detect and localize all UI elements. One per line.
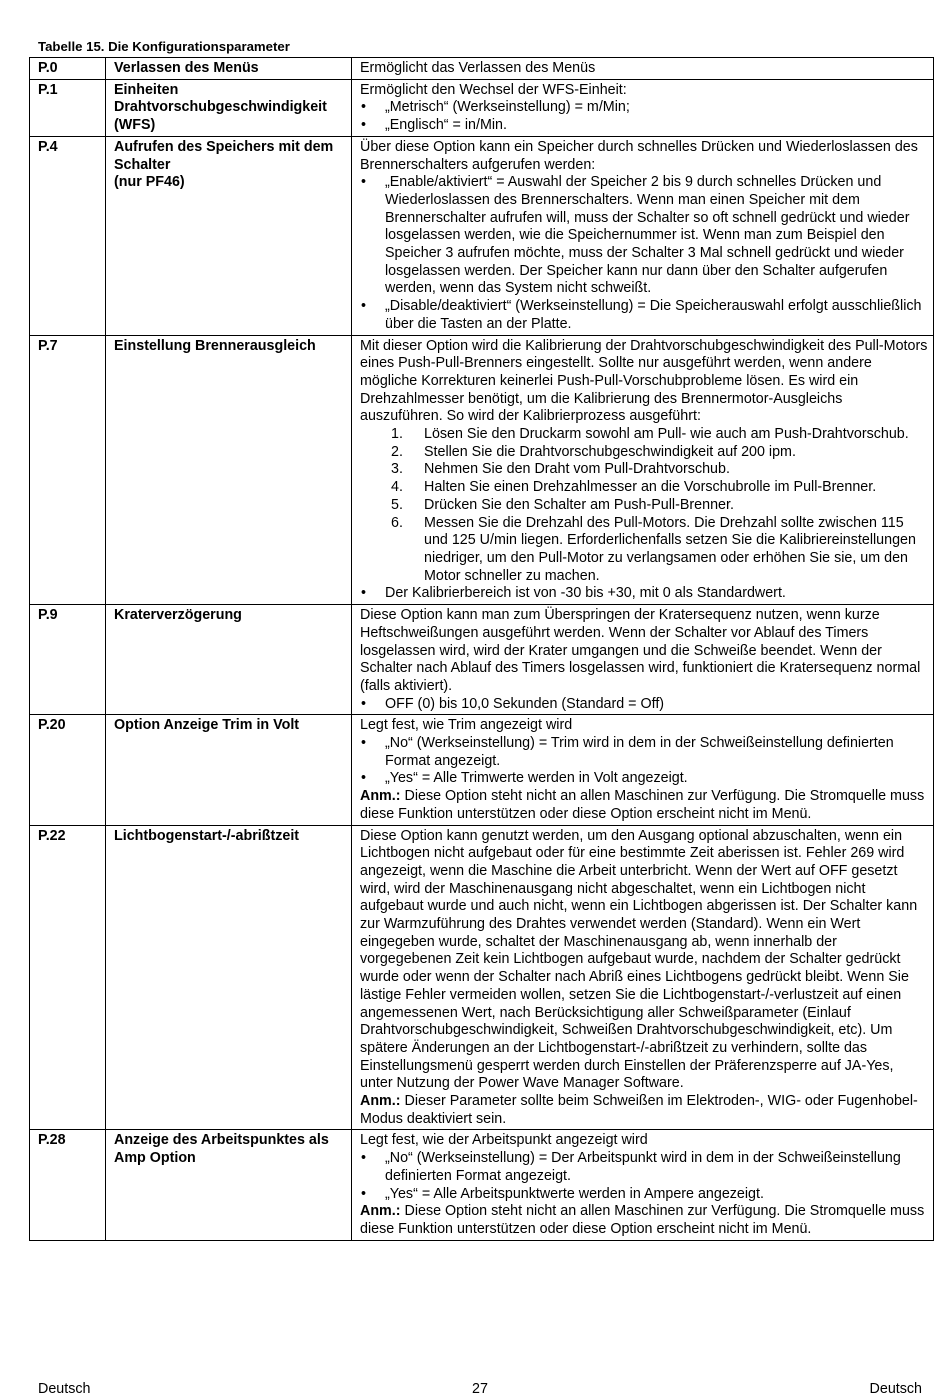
list-item: • „No“ (Werkseinstellung) = Der Arbeitspunkt wird in dem in der Schweißeinstellung definierten Format angezeigt.	[360, 1150, 928, 1185]
parameter-code: P.28	[30, 1130, 106, 1240]
note-label: Anm.:	[360, 1203, 401, 1220]
step-text: Halten Sie einen Drehzahlmesser an die Vorschubrolle im Pull-Brenner.	[424, 479, 877, 496]
parameter-code: P.22	[30, 825, 106, 1130]
note-text: Dieser Parameter sollte beim Schweißen im Elektroden-, WIG- oder Fugenhobel-Modus deaktiviert sein.	[360, 1093, 918, 1127]
numbered-step	[360, 479, 928, 497]
description-intro: Diese Option kann genutzt werden, um den Ausgang optional abzuschalten, wenn ein Lichtbogen nicht aufgebaut oder für eine bestimmte Zeit aberissen ist. Fehler 269 wird angezeigt, wenn die Maschine die Arbeit unterbricht. Wenn der Wert auf OFF gesetzt wird, wird der Maschinenausgang nicht abgeschaltet, wenn ein Lichtbogen nicht aufgebaut wurde und auch nicht, wenn ein Lichtbogen abgerissen ist. Der Schalter kann zur Warmzuführung des Drahtes verwendet werden (Standard). Wenn ein Wert eingegeben wurde, schaltet der Maschinenausgang ab, wenn innerhalb der vorgegebenen Zeit kein Lichtbogen aufgebaut wurde, nachdem der Schalter gedrückt wurde oder wenn der Schalter nach Abriß eines Lichtbogens gedrückt bleibt. Wenn Sie lästige Fehler vermeiden wollen, setzen Sie die Lichtbogenstart-/-verlustzeit auf einen angemessenen Wert, nach Berücksichtigung aller Schweißparameter (Einlauf Drahtvorschubgeschwindigkeit, Schweißen Drahtvorschubgeschwindigkeit, etc). Um spätere Änderungen an der Lichtbogenstart-/-abrißtzeit zu verhindern, sollte das Einstellungsmenü gesperrt werden durch Einstellen der Präferenzsperre auf JA-Yes, unter Nutzung der Power Wave Manager Software.	[360, 827, 918, 1092]
parameter-description	[352, 605, 934, 715]
parameter-description	[352, 58, 934, 80]
parameter-name: Einheiten Drahtvorschubgeschwindigkeit (WFS)	[106, 79, 352, 136]
parameter-code: P.1	[30, 79, 106, 136]
description-intro: Legt fest, wie Trim angezeigt wird	[360, 717, 573, 734]
table-row	[30, 335, 934, 605]
note-text: Diese Option steht nicht an allen Maschinen zur Verfügung. Die Stromquelle muss diese Funktion unterstützen oder diese Option erscheint nicht im Menü.	[360, 788, 925, 822]
step-number: 3.	[391, 461, 403, 478]
parameter-description	[352, 715, 934, 825]
table-row	[30, 136, 934, 335]
list-item: • OFF (0) bis 10,0 Sekunden (Standard = Off)	[360, 696, 928, 714]
bullet-list	[360, 735, 928, 788]
parameter-code: P.9	[30, 605, 106, 715]
numbered-step	[360, 461, 928, 479]
numbered-step	[360, 515, 928, 586]
parameter-name: Option Anzeige Trim in Volt	[106, 715, 352, 825]
parameter-name: Kraterverzögerung	[106, 605, 352, 715]
step-number: 6.	[391, 514, 403, 531]
bullet-list	[360, 174, 928, 333]
step-number: 2.	[391, 443, 403, 460]
table-caption: Tabelle 15. Die Konfigurationsparameter	[38, 39, 290, 54]
description-intro: Ermöglicht das Verlassen des Menüs	[360, 60, 596, 76]
parameter-description	[352, 136, 934, 335]
list-item: • „Englisch“ = in/Min.	[360, 117, 928, 135]
step-number: 5.	[391, 496, 403, 513]
bullet-list	[360, 585, 928, 603]
bullet-list	[360, 696, 928, 714]
config-parameters-table	[29, 57, 934, 1241]
step-text: Stellen Sie die Drahtvorschubgeschwindigkeit auf 200 ipm.	[424, 443, 796, 460]
numbered-step	[360, 444, 928, 462]
parameter-name: Einstellung Brennerausgleich	[106, 335, 352, 605]
footer-language-right: Deutsch	[869, 1381, 922, 1397]
parameter-name-line: (nur PF46)	[114, 174, 185, 191]
step-number: 4.	[391, 479, 403, 496]
note-label: Anm.:	[360, 1093, 401, 1110]
table-row	[30, 79, 934, 136]
step-text: Drücken Sie den Schalter am Push-Pull-Brenner.	[424, 496, 734, 513]
description-intro: Legt fest, wie der Arbeitspunkt angezeigt wird	[360, 1132, 648, 1149]
page-number: 27	[472, 1381, 488, 1397]
parameter-description	[352, 825, 934, 1130]
note	[360, 1203, 928, 1238]
list-item: • „No“ (Werkseinstellung) = Trim wird in dem in der Schweißeinstellung definierten Format angezeigt.	[360, 735, 928, 770]
description-intro: Diese Option kann man zum Überspringen der Kratersequenz nutzen, wenn kurze Heftschweißungen ausgeführt werden. Wenn der Schalter vor Ablauf des Timers losgelassen wird, wird der Krater umgangen und die Schweiße beendet. Wenn der Schalter nach Ablauf des Timers losgelassen wird, funktioniert die Kratersequenz normal (falls aktiviert).	[360, 607, 921, 694]
numbered-step	[360, 426, 928, 444]
note-label: Anm.:	[360, 788, 401, 805]
note-text: Diese Option steht nicht an allen Maschinen zur Verfügung. Die Stromquelle muss diese Funktion unterstützen oder diese Option erscheint nicht im Menü.	[360, 1203, 925, 1237]
list-item: • Der Kalibrierbereich ist von -30 bis +30, mit 0 als Standardwert.	[360, 585, 928, 603]
bullet-list	[360, 1150, 928, 1203]
footer-language-left: Deutsch	[38, 1381, 91, 1397]
table-row	[30, 825, 934, 1130]
step-number: 1.	[391, 426, 403, 443]
note	[360, 788, 928, 823]
numbered-step	[360, 497, 928, 515]
step-text: Messen Sie die Drehzahl des Pull-Motors. Die Drehzahl sollte zwischen 115 und 125 U/min liegen. Erforderlichenfalls setzen Sie die Kalibriereinstellungen niedriger, um den Pull-Motor zu verlangsamen oder erhöhen Sie sie, um den Motor schneller zu machen.	[424, 514, 916, 584]
list-item: • „Metrisch“ (Werkseinstellung) = m/Min;	[360, 99, 928, 117]
parameter-name-line: Aufrufen des Speichers mit dem Schalter	[114, 138, 334, 173]
note	[360, 1093, 928, 1128]
parameter-description	[352, 335, 934, 605]
description-intro: Ermöglicht den Wechsel der WFS-Einheit:	[360, 81, 627, 98]
parameter-code: P.7	[30, 335, 106, 605]
table-row	[30, 58, 934, 80]
bullet-list	[360, 99, 928, 134]
table-row	[30, 605, 934, 715]
parameter-name	[106, 136, 352, 335]
table-row	[30, 715, 934, 825]
table-row	[30, 1130, 934, 1240]
description-intro: Mit dieser Option wird die Kalibrierung der Drahtvorschubgeschwindigkeit des Pull-Motors eines Push-Pull-Brenners eingestellt. Sollte nur ausgeführt werden, wenn andere mögliche Korrekturen keinerlei Push-Pull-Vorschubprobleme lösen. Es wird ein Drehzahlmesser benötigt, um die Kalibrierung des Brennermotor-Ausgleichs auszuführen. So wird der Kalibrierprozess ausgeführt:	[360, 337, 928, 425]
parameter-code: P.20	[30, 715, 106, 825]
list-item: • „Enable/aktiviert“ = Auswahl der Speicher 2 bis 9 durch schnelles Drücken und Wiederloslassen des Brennerschalters. Wenn man einen Speicher mit dem Brennerschalter aufrufen will, muss der Schalter so oft schnell gedrückt und wieder losgelassen werden, wie die Speichernummer ist. Wenn man zum Beispiel den Speicher 3 aufrufen möchte, muss der Schalter 3 Mal schnell gedrückt und wieder losgelassen werden. Der Speicher kann nur dann über den Schalter aufgerufen werden, wenn das System nicht schweißt.	[360, 174, 928, 298]
step-text: Nehmen Sie den Draht vom Pull-Drahtvorschub.	[424, 461, 730, 478]
list-item: • „Yes“ = Alle Trimwerte werden in Volt angezeigt.	[360, 770, 928, 788]
parameter-name: Verlassen des Menüs	[106, 58, 352, 80]
numbered-list	[360, 426, 928, 585]
parameter-code: P.0	[30, 58, 106, 80]
config-table-body	[30, 58, 934, 1241]
parameter-description	[352, 79, 934, 136]
parameter-name: Lichtbogenstart-/-abrißtzeit	[106, 825, 352, 1130]
list-item: • „Yes“ = Alle Arbeitspunktwerte werden in Ampere angezeigt.	[360, 1186, 928, 1204]
step-text: Lösen Sie den Druckarm sowohl am Pull- wie auch am Push-Drahtvorschub.	[424, 426, 909, 443]
parameter-name: Anzeige des Arbeitspunktes als Amp Option	[106, 1130, 352, 1240]
parameter-description	[352, 1130, 934, 1240]
description-intro: Über diese Option kann ein Speicher durch schnelles Drücken und Wiederloslassen des Brennerschalters aufgerufen werden:	[360, 138, 918, 173]
list-item: • „Disable/deaktiviert“ (Werkseinstellung) = Die Speicherauswahl erfolgt ausschließlich über die Tasten an der Platte.	[360, 298, 928, 333]
parameter-code: P.4	[30, 136, 106, 335]
